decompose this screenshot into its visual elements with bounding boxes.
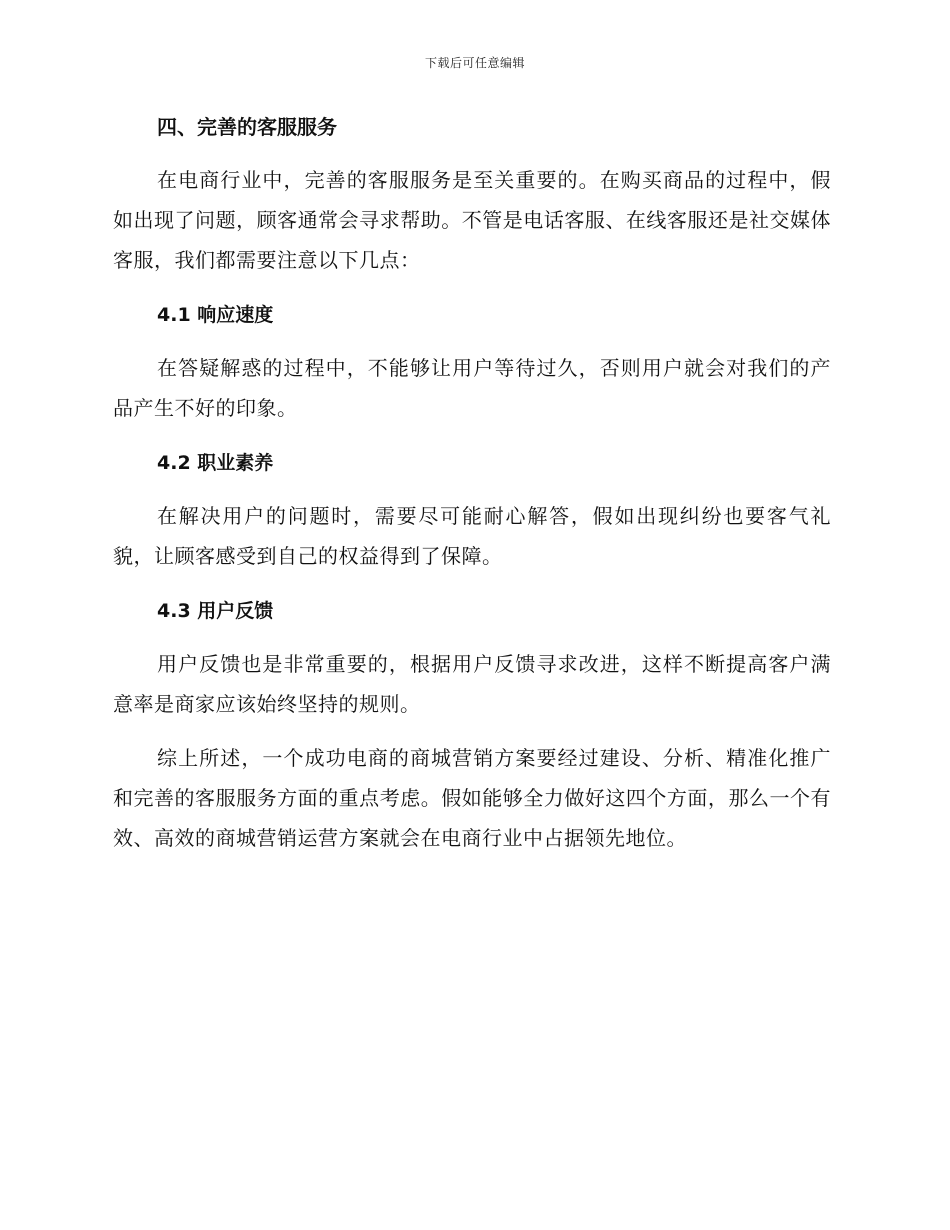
spacer: [113, 630, 831, 644]
spacer: [113, 146, 831, 160]
intro-paragraph: 在电商行业中，完善的客服服务是至关重要的。在购买商品的过程中，假如出现了问题，顾客通常会寻求帮助。不管是电话客服、在线客服还是社交媒体客服，我们都需要注意以下几点：: [113, 168, 831, 272]
section-title: 四、完善的客服服务: [157, 115, 337, 139]
document-body: [113, 108, 831, 858]
professionalism-paragraph: 在解决用户的问题时，需要尽可能耐心解答，假如出现纠纷也要客气礼貌，让顾客感受到自己的权益得到了保障。: [113, 504, 831, 568]
conclusion-paragraph: 综上所述，一个成功电商的商城营销方案要经过建设、分析、精准化推广和完善的客服服务方面的重点考虑。假如能够全力做好这四个方面，那么一个有效、高效的商城营销运营方案就会在电商行业中占据领先地位。: [113, 746, 831, 850]
spacer: [113, 724, 831, 738]
spacer: [113, 280, 831, 296]
spacer: [113, 334, 831, 348]
subsection-title-response-speed: 4.1 响应速度: [157, 304, 274, 326]
spacer: [113, 482, 831, 496]
user-feedback-paragraph: 用户反馈也是非常重要的，根据用户反馈寻求改进，这样不断提高客户满意率是商家应该始终坚持的规则。: [113, 652, 831, 716]
page-header-note: 下载后可任意编辑: [424, 56, 525, 70]
subsection-title-professionalism: 4.2 职业素养: [157, 452, 274, 474]
subsection-title-user-feedback: 4.3 用户反馈: [157, 600, 274, 622]
response-speed-paragraph: 在答疑解惑的过程中，不能够让用户等待过久，否则用户就会对我们的产品产生不好的印象。: [113, 356, 831, 420]
spacer: [113, 428, 831, 444]
spacer: [113, 576, 831, 592]
